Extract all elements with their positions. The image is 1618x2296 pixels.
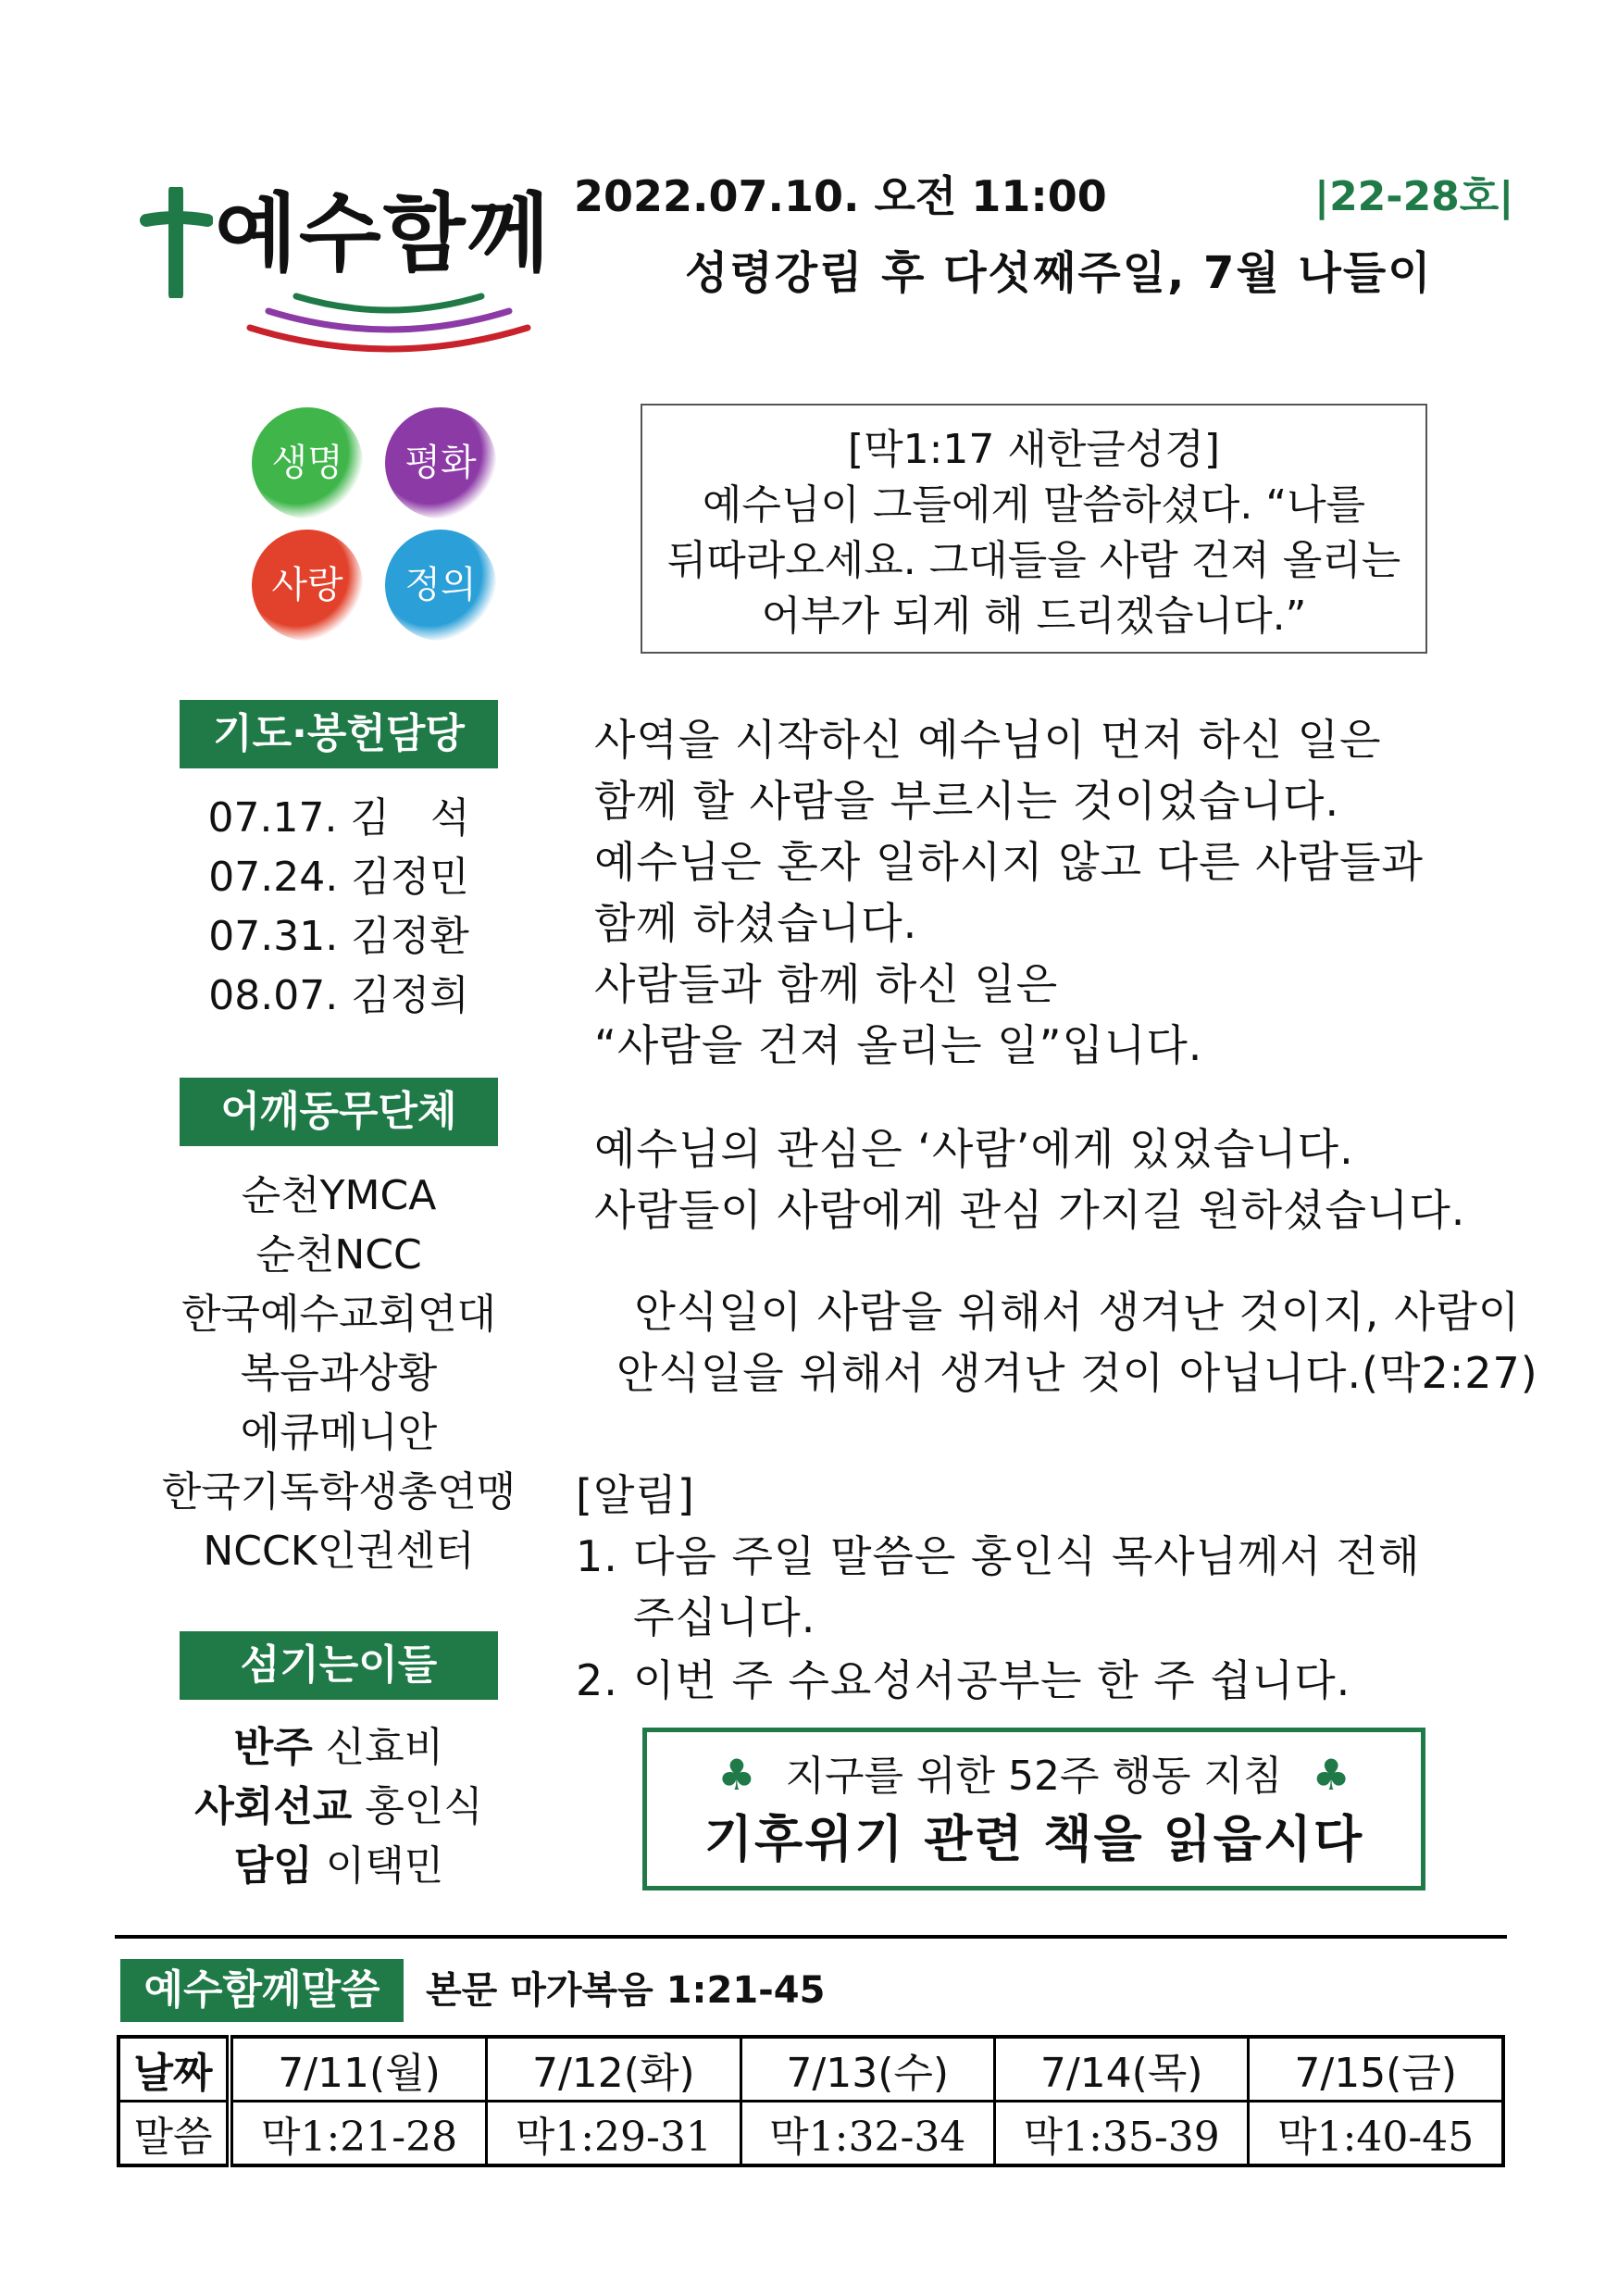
notice-text-cont: 주십니다. [633, 1592, 816, 1642]
prayer-item: 07.24. 김정민 [208, 854, 469, 901]
server-item [152, 1837, 526, 1896]
issue-number: |22-28호| [1314, 173, 1514, 220]
date-cell: 7/14(목) [994, 2037, 1248, 2102]
date-cell: 7/13(수) [741, 2037, 994, 2102]
partners-section-title: 어깨동무단체 [180, 1078, 498, 1146]
server-item [152, 1718, 526, 1778]
sermon-paragraph-1 [594, 709, 1424, 1076]
partner-item: 한국예수교회연대 [180, 1291, 497, 1338]
text-line: 안식일이 사람을 위해서 생겨난 것이지, 사람이 [634, 1287, 1521, 1337]
server-role: 사회선교 [194, 1783, 353, 1830]
notice-title: [알림] [576, 1470, 695, 1520]
service-datetime: 2022.07.10. 오전 11:00 [574, 171, 1107, 221]
server-name: 이택민 [325, 1842, 444, 1890]
logo [139, 176, 552, 380]
value-circle-peace [385, 407, 496, 518]
server-name: 홍인식 [365, 1783, 483, 1830]
club-icon: ♣ [1312, 1750, 1350, 1800]
value-circle-justice [385, 530, 496, 641]
prayer-list [180, 789, 498, 1026]
value-label: 평화 [404, 442, 477, 484]
reading-cell: 막1:32-34 [741, 2102, 994, 2166]
prayer-item: 07.17. 김 석 [207, 794, 470, 842]
partner-item: 순천NCC [255, 1231, 422, 1279]
reading-section-title: 예수함께말씀 [120, 1959, 404, 2022]
cross-icon [139, 187, 213, 298]
prayer-item: 08.07. 김정희 [208, 972, 469, 1019]
verse-line: [막1:17 새한글성경] [847, 426, 1221, 473]
reading-schedule-table [117, 2035, 1505, 2167]
table-row [118, 2037, 1503, 2102]
partner-item: 에큐메니안 [240, 1409, 438, 1456]
partner-item: NCCK인권센터 [203, 1528, 475, 1575]
logo-text: 예수함께 [215, 184, 552, 283]
notice-text: 다음 주일 말씀은 홍인식 목사님께서 전해 [633, 1531, 1421, 1581]
partner-item: 순천YMCA [241, 1172, 437, 1219]
date-cell: 7/11(월) [230, 2037, 487, 2102]
eco-action-box [642, 1728, 1425, 1890]
text-line: 함께 하셨습니다. [594, 898, 918, 948]
verse-line: 어부가 되게 해 드리겠습니다.” [761, 593, 1307, 640]
reading-passage: 본문 마가복음 1:21-45 [426, 1969, 826, 2012]
prayer-item: 07.31. 김정환 [208, 913, 469, 960]
server-role: 반주 [233, 1724, 313, 1771]
text-line: 사람들이 사람에게 관심 가지길 원하셨습니다. [594, 1185, 1466, 1235]
service-subtitle: 성령강림 후 다섯째주일, 7월 나들이 [685, 247, 1433, 299]
reading-cell: 막1:35-39 [994, 2102, 1248, 2166]
table-row [118, 2102, 1503, 2166]
text-line: “사람을 건져 올리는 일”입니다. [594, 1020, 1203, 1070]
text-line: 함께 할 사람을 부르시는 것이었습니다. [594, 776, 1340, 826]
value-label: 생명 [271, 442, 343, 484]
section-divider [115, 1935, 1507, 1939]
verse-line: 뒤따라오세요. 그대들을 사람 건져 올리는 [666, 537, 1401, 584]
eco-headline: 기후위기 관련 책을 읽읍시다 [703, 1810, 1364, 1868]
value-circle-love [252, 530, 363, 641]
partners-list [152, 1167, 526, 1581]
sermon-paragraph-3 [616, 1281, 1538, 1404]
reading-cell: 막1:29-31 [487, 2102, 741, 2166]
notice-item-1 [576, 1526, 1421, 1648]
club-icon: ♣ [717, 1750, 756, 1800]
reading-cell: 막1:40-45 [1249, 2102, 1503, 2166]
reading-cell: 막1:21-28 [230, 2102, 487, 2166]
server-item [152, 1778, 526, 1837]
prayer-section-title: 기도·봉헌담당 [180, 700, 498, 768]
value-label: 사랑 [271, 564, 343, 606]
eco-caption-row [647, 1747, 1421, 1804]
date-cell: 7/15(금) [1249, 2037, 1503, 2102]
server-role: 담임 [233, 1842, 313, 1890]
row-head-text: 말씀 [118, 2102, 230, 2166]
logo-arcs [241, 287, 537, 361]
server-name: 신효비 [325, 1724, 444, 1771]
notice-text: 이번 주 수요성서공부는 한 주 쉽니다. [633, 1655, 1351, 1705]
eco-caption: 지구를 위한 52주 행동 지침 [785, 1753, 1283, 1800]
verse-box [641, 404, 1427, 654]
text-line: 사역을 시작하신 예수님이 먼저 하신 일은 [594, 715, 1382, 765]
text-line: 안식일을 위해서 생겨난 것이 아닙니다.(막2:27) [616, 1348, 1538, 1398]
text-line: 예수님의 관심은 ‘사람’에게 있었습니다. [594, 1124, 1354, 1174]
text-line: 예수님은 혼자 일하시지 않고 다른 사람들과 [594, 837, 1424, 887]
text-line: 사람들과 함께 하신 일은 [594, 959, 1059, 1009]
row-head-date: 날짜 [118, 2037, 230, 2102]
servers-section-title: 섬기는이들 [180, 1631, 498, 1700]
verse-line: 예수님이 그들에게 말씀하셨다. “나를 [702, 481, 1366, 529]
date-cell: 7/12(화) [487, 2037, 741, 2102]
partner-item: 복음과상황 [240, 1350, 438, 1397]
value-label: 정의 [404, 564, 477, 606]
servers-list [152, 1718, 526, 1896]
notice-item-2 [576, 1650, 1350, 1711]
notice-number: 1. [576, 1531, 618, 1581]
sermon-paragraph-2 [594, 1118, 1465, 1241]
partner-item: 한국기독학생총연맹 [161, 1468, 517, 1516]
notice-number: 2. [576, 1655, 618, 1705]
value-circle-life [252, 407, 363, 518]
